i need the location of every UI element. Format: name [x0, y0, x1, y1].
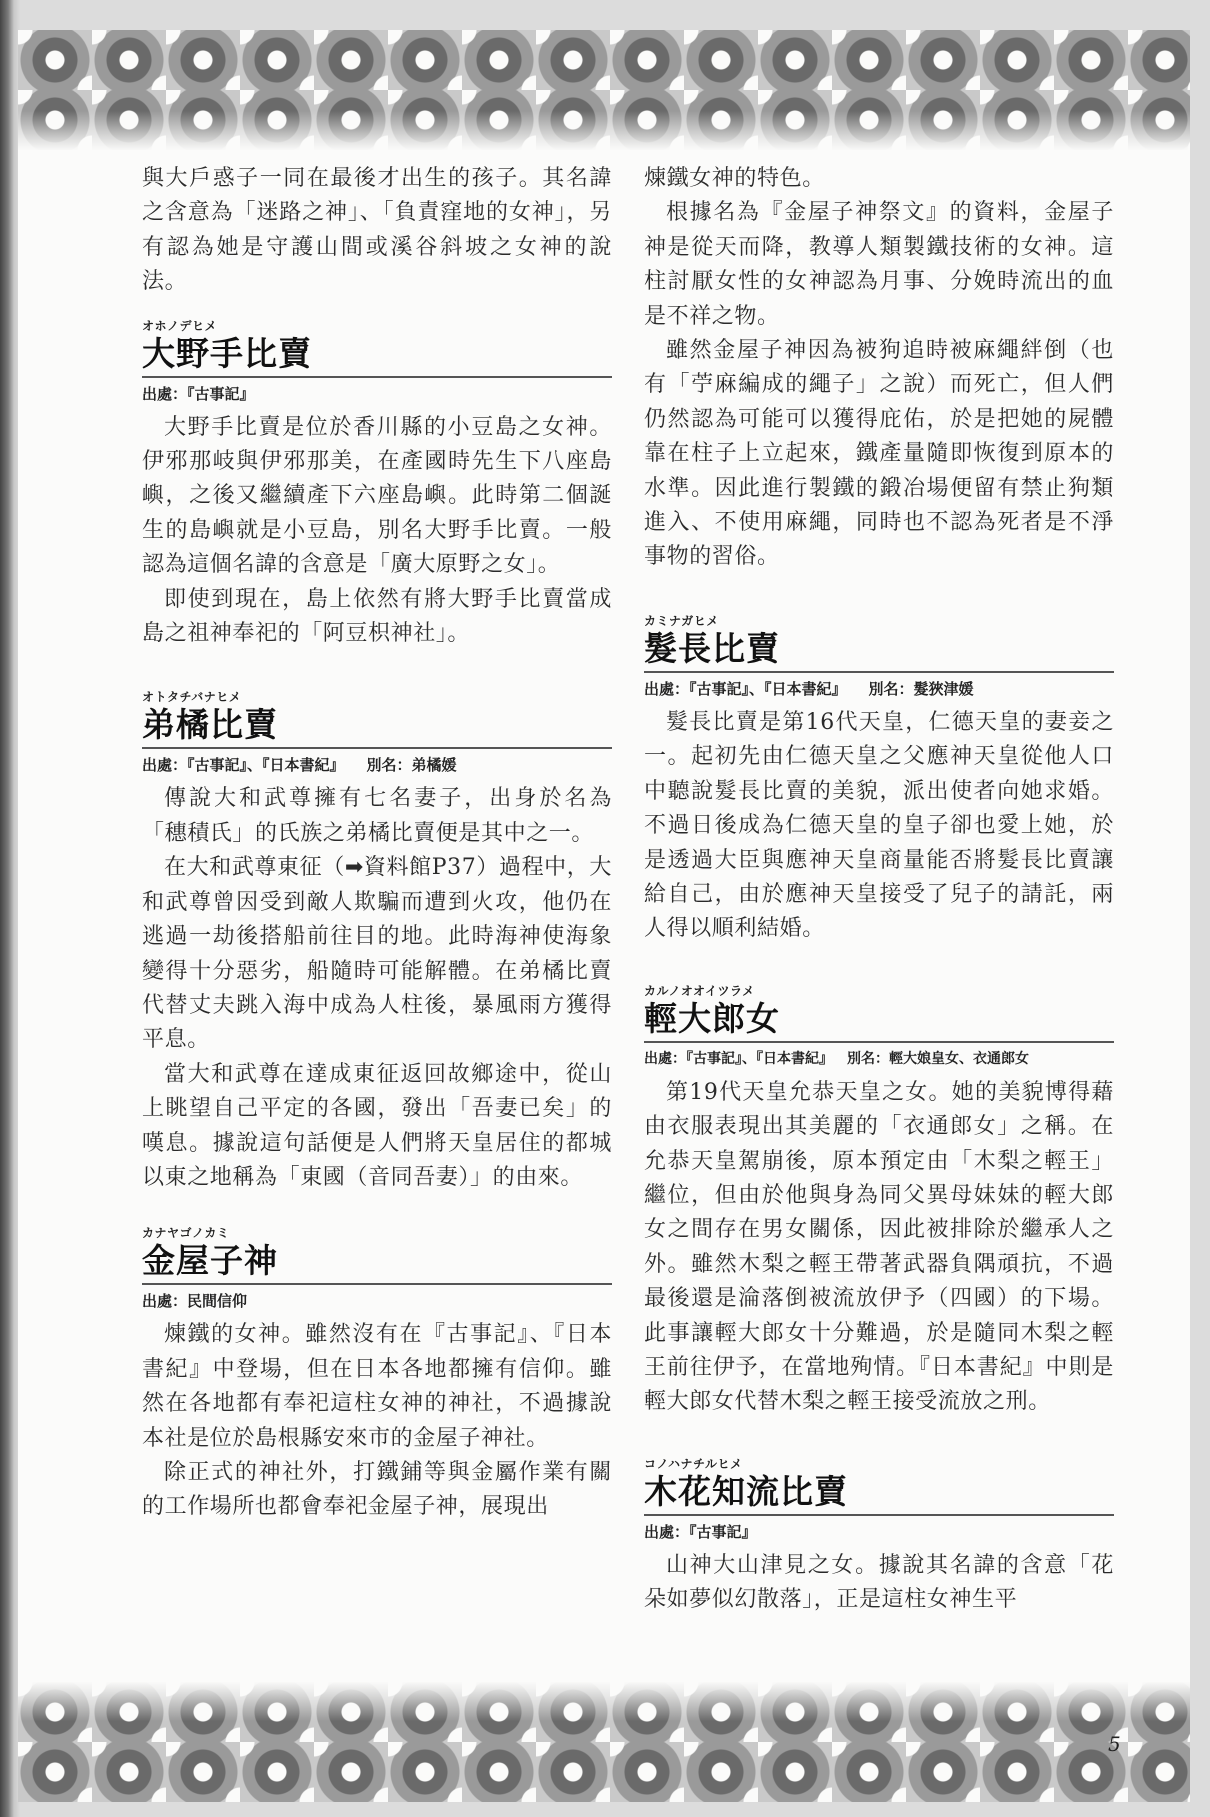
- entry-paragraph-with-reference: [142, 851, 612, 1057]
- paragraph-rest: 資料館P37）過程中，大和武尊曾因受到敵人欺騙而遭到火攻，他仍在逃過一劫後搭船前往目的地。此時海神使海象變得十分惡劣，船隨時可能解體。在弟橘比賣代替丈夫跳入海中成為人柱後，暴風雨方獲得平息。: [142, 855, 612, 1053]
- entry-title: 大野手比賣: [142, 334, 612, 378]
- entry-paragraph: 煉鐵的女神。雖然沒有在『古事記』、『日本書紀』中登場，但在日本各地都擁有信仰。雖然在各地都有奉祀這柱女神的神社，不過據說本社是位於島根縣安來市的金屋子神社。: [142, 1322, 612, 1451]
- entry-paragraph: 第19代天皇允恭天皇之女。她的美貌博得藉由衣服表現出其美麗的「衣通郎女」之稱。在允恭天皇駕崩後，原本預定由「木梨之輕王」繼位，但由於他與身為同父異母妹妹的輕大郎女之間存在男女關係，因此被排除於繼承人之外。雖然木梨之輕王帶著武器負隅頑抗，不過最後還是淪落倒被流放伊予（四國）的下場。此事讓輕大郎女十分難過，於是隨同木梨之輕王前往伊予，在當地殉情。『日本書紀』中則是輕大郎女代替木梨之輕王接受流放之刑。: [644, 1079, 1114, 1415]
- paragraph-lead: 在大和武尊東征（: [164, 855, 345, 881]
- entry-kana: オホノデヒメ: [142, 318, 218, 333]
- continued-paragraph: 雖然金屋子神因為被狗追時被麻繩絆倒（也有「苧麻編成的繩子」之說）而死亡，但人們仍然認為可能可以獲得庇佑，於是把她的屍體靠在柱子上立起來，鐵產量隨即恢復到原本的水準。因此進行製鐵的鍛冶場便留有禁止狗類進入、不使用麻繩，同時也不認為死者是不淨事物的習俗。: [644, 338, 1114, 570]
- entry-title: 金屋子神: [142, 1241, 612, 1285]
- entry-paragraph: 髮長比賣是第16代天皇，仁德天皇的妻妾之一。起初先由仁德天皇之父應神天皇從他人口中聽說髮長比賣的美貌，派出使者向她求婚。不過日後成為仁德天皇的皇子卻也愛上她，於是透過大臣與應神天皇商量能否將髮長比賣讓給自己，由於應神天皇接受了兒子的請託，兩人得以順利結婚。: [644, 709, 1114, 942]
- entry-paragraph: 傳說大和武尊擁有七名妻子，出身於名為「穗積氏」的氏族之弟橘比賣便是其中之一。: [142, 786, 612, 846]
- source-text: 出處：『古事記』、『日本書紀』: [142, 756, 345, 775]
- entry-kana: オトタチバナヒメ: [142, 690, 242, 705]
- entry-source: [142, 754, 612, 776]
- book-binding-edge: [0, 0, 20, 1817]
- entry-oonodehime: [142, 318, 612, 652]
- source-text: 出處：『古事記』: [644, 1522, 757, 1541]
- book-page: [18, 30, 1190, 1802]
- left-column: [142, 162, 612, 1525]
- continued-paragraph: 根據名為『金屋子神祭文』的資料，金屋子神是從天而降，教導人類製鐵技術的女神。這柱討厭女性的女神認為月事、分娩時流出的血是不祥之物。: [644, 200, 1114, 329]
- entry-source: [644, 1048, 1114, 1070]
- entry-paragraph: 大野手比賣是位於香川縣的小豆島之女神。伊邪那岐與伊邪那美，在產國時先生下八座島嶼，之後又繼續產下六座島嶼。此時第二個誕生的島嶼就是小豆島，別名大野手比賣。一般認為這個名諱的含意是「廣大原野之女」。: [142, 414, 612, 578]
- source-text: 出處：民間信仰: [142, 1292, 248, 1311]
- page-number: 5: [1108, 1732, 1121, 1756]
- entry-title: 弟橘比賣: [142, 705, 612, 749]
- bottom-ornamental-border: [18, 1682, 1190, 1802]
- top-ornamental-border: [18, 30, 1190, 150]
- entry-kana: コノハナチルヒメ: [644, 1456, 743, 1471]
- entry-source: [142, 383, 612, 405]
- entry-title: 輕大郎女: [644, 999, 1114, 1043]
- entry-kana: カナヤゴノカミ: [142, 1226, 230, 1241]
- entry-title: 髮長比賣: [644, 629, 1114, 673]
- entry-kanayagonokami: [142, 1225, 612, 1524]
- entry-ototachibanahime: [142, 689, 612, 1195]
- entry-paragraph: 當大和武尊在達成東征返回故鄉途中，從山上眺望自己平定的各國，發出「吾妻已矣」的嘆息。據說這句話便是人們將天皇居住的都城以東之地稱為「東國（音同吾妻）」的由來。: [142, 1061, 612, 1190]
- alias-text: 別名：弟橘媛: [366, 756, 457, 775]
- source-text: 出處：『古事記』: [142, 384, 255, 403]
- entry-source: [644, 1521, 1114, 1543]
- right-column: [644, 162, 1114, 1618]
- source-text: 出處：『古事記』、『日本書紀』: [644, 679, 847, 698]
- entry-paragraph: 山神大山津見之女。據說其名諱的含意「花朵如夢似幻散落」，正是這柱女神生平: [644, 1552, 1114, 1613]
- continued-text: 煉鐵女神的特色。: [644, 166, 825, 191]
- entry-kaminagahime: [644, 613, 1114, 947]
- entry-konohanachiruhime: [644, 1456, 1114, 1618]
- alias-text: 別名：輕大娘皇女、衣通郎女: [847, 1050, 1029, 1067]
- entry-karunooiratsume: [644, 983, 1114, 1420]
- intro-paragraph: 與大戶惑子一同在最後才出生的孩子。其名諱之含意為「迷路之神」、「負責窪地的女神」，另有認為她是守護山間或溪谷斜坡之女神的說法。: [142, 166, 612, 295]
- arrow-right-icon: ➡: [344, 855, 364, 881]
- entry-source: [142, 1290, 612, 1312]
- entry-paragraph: 即使到現在，島上依然有將大野手比賣當成島之祖神奉祀的「阿豆枳神社」。: [142, 586, 612, 647]
- entry-source: [644, 678, 1114, 700]
- entry-kana: カミナガヒメ: [644, 613, 719, 628]
- entry-title: 木花知流比賣: [644, 1472, 1114, 1516]
- alias-text: 別名：髮狹津媛: [868, 679, 974, 698]
- entry-kana: カルノオオイツラメ: [644, 983, 755, 998]
- entry-paragraph: 除正式的神社外，打鐵鋪等與金屬作業有關的工作場所也都會奉祀金屋子神，展現出: [142, 1459, 612, 1520]
- source-text: 出處：『古事記』、『日本書紀』: [644, 1050, 833, 1067]
